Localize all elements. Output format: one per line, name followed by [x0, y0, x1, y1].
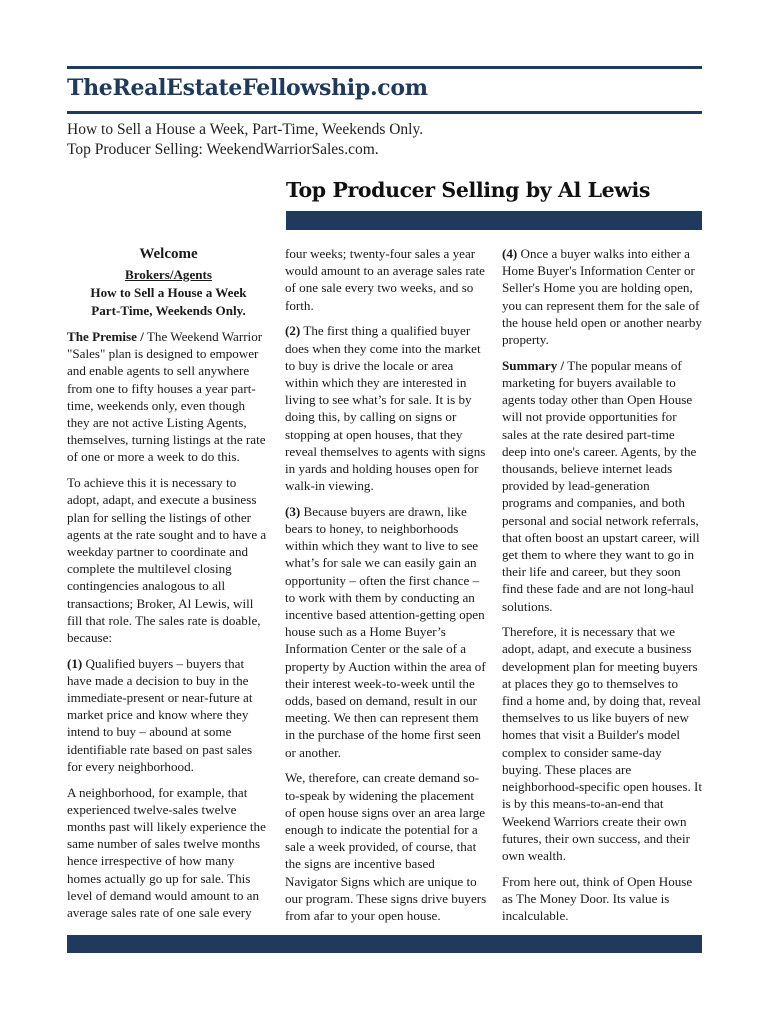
- article-title: Top Producer Selling by Al Lewis: [286, 178, 651, 202]
- point-4-paragraph: [502, 245, 702, 348]
- site-title: TheRealEstateFellowship.com: [67, 75, 428, 101]
- paragraph: four weeks; twenty-four sales a year would amount to an average sales rate of one sale every two weeks, and so forth.: [285, 246, 485, 313]
- header-bottom-rule: [67, 111, 702, 114]
- point-text: Because buyers are drawn, like bears to honey, to neighborhoods within which they want to live to see what’s for sale we can easily gain an opportunity – often the first chance – to work with them by conducting an incentive based attention-getting open house such as a Home Buyer’s Information Center or the sale of a property by Auction within the area of their interest week-to-week until the odds, based on demand, result in our meeting. We then can represent them in the purchase of the home first seen or another.: [285, 503, 486, 760]
- point-1-paragraph: [67, 655, 270, 775]
- paragraph: Therefore, it is necessary that we adopt, adapt, and execute a business development plan for meeting buyers at places they go to themselves to find a home and, by doing that, reveal themselves to us like buyers of new homes that visit a Builder's model complex to consider same-day buying. These places are neighborhood-specific open houses. It is by this means-to-an-end that Weekend Warriors create their own futures, their own success, and their own wealth.: [502, 624, 702, 863]
- welcome-heading: Welcome: [139, 246, 198, 262]
- point-2-paragraph: [285, 322, 488, 494]
- point-text: The first thing a qualified buyer does when they come into the market to buy is drive the locale or area within which they are interested in living to see what’s for sale. It is by doing this, by calling on signs or stopping at open houses, that they reveal themselves to agents with signs in yards and holding houses open for walk-in viewing.: [285, 323, 486, 494]
- point-3-paragraph: [285, 503, 488, 761]
- point-number: (3): [285, 503, 301, 519]
- footer-bar: [67, 935, 702, 953]
- paragraph: We, therefore, can create demand so-to-speak by widening the placement of open house signs over an area large enough to indicate the potential for a sale a week provided, of course, that the signs are incentive based Navigator Signs which are unique to our program. These signs drive buyers from afar to your open house.: [285, 770, 487, 924]
- column-3: [502, 245, 702, 933]
- column-1: [67, 245, 270, 930]
- point-number: (4): [502, 246, 518, 261]
- tagline-line-1: How to Sell a House a Week, Part-Time, Weekends Only.: [67, 121, 424, 138]
- summary-paragraph: [502, 357, 702, 615]
- point-number: (2): [285, 323, 301, 339]
- premise-text: The Weekend Warrior "Sales" plan is designed to empower and enable agents to sell anywhere from one to fifty houses a year part-time, weekends only, even though they are not active Listing Agents, themselves, turning listings at the rate of one or more a week to do this.: [67, 329, 266, 465]
- premise-paragraph: [67, 328, 270, 466]
- paragraph: To achieve this it is necessary to adopt, adapt, and execute a business plan for selling the listings of other agents at the rate sought and to have a weekday partner to coordinate and complete the multilevel closing contingencies analogous to all transactions; Broker, Al Lewis, will fill that role. The sales rate is doable, because:: [67, 475, 267, 645]
- premise-label: The Premise /: [67, 329, 144, 344]
- column-2: [285, 245, 488, 933]
- point-text: Qualified buyers – buyers that have made a decision to buy in the immediate-present or near-future at market price and know where they intend to buy – abound at some identifiable rate based on past sales for every neighborhood.: [67, 655, 253, 774]
- paragraph: A neighborhood, for example, that experienced twelve-sales twelve months past will likely experience the same number of sales twelve months hence irrespective of how many homes actually go up for sale. This level of demand would amount to an average sales rate of one sale every: [67, 784, 266, 920]
- header-top-rule: [67, 66, 702, 69]
- title-accent-bar: [286, 211, 702, 230]
- how-to-subheading-line-1: How to Sell a House a Week: [90, 285, 247, 300]
- summary-text: The popular means of marketing for buyers available to agents today other than Open House will not provide opportunities for sales at the rate desired part-time deep into one's career. Agents, by the thousands, believe internet leads provided by lead-generation programs and companies, and both personal and social network referrals, that often boost an upstart career, will get them to where they want to go in their life and career, but they soon find these fade and are not long-haul solutions.: [502, 357, 700, 614]
- tagline-line-2: Top Producer Selling: WeekendWarriorSales.com.: [67, 141, 379, 158]
- point-text: Once a buyer walks into either a Home Buyer's Information Center or Seller's Home you are holding open, you can represent them for the sale of the house held open or another nearby property.: [502, 246, 702, 348]
- paragraph: From here out, think of Open House as The Money Door. Its value is incalculable.: [502, 873, 693, 924]
- brokers-agents-subheading: Brokers/Agents: [124, 267, 213, 282]
- point-number: (1): [67, 655, 83, 671]
- summary-label: Summary /: [502, 357, 565, 373]
- how-to-subheading-line-2: Part-Time, Weekends Only.: [91, 303, 246, 318]
